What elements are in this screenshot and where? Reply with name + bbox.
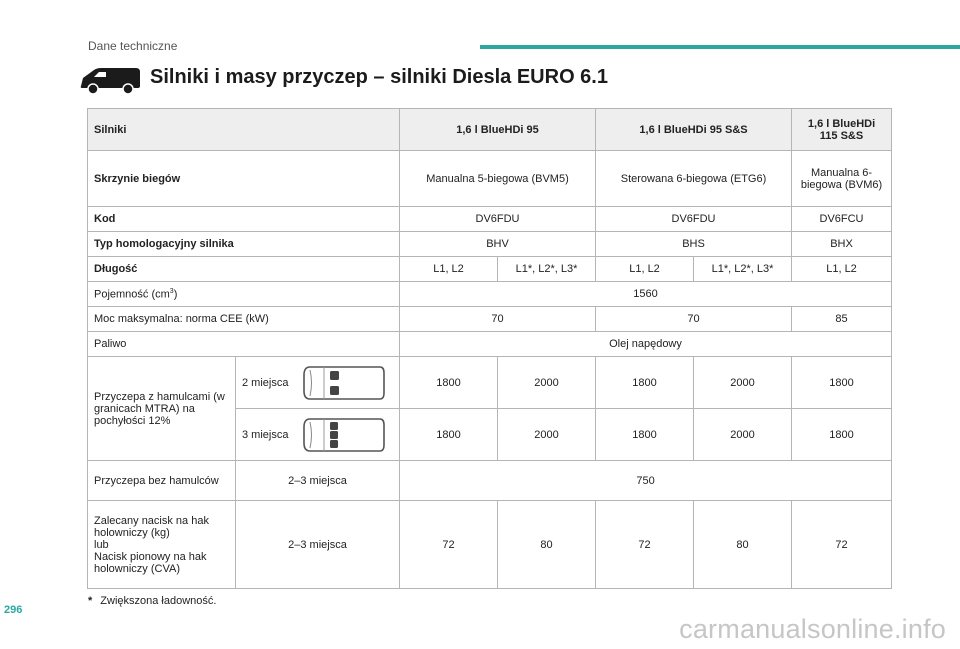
power-value-2: 70	[596, 307, 792, 332]
braked-trailer-row-2-seats	[88, 357, 892, 409]
homologation-label: Typ homologacyjny silnika	[88, 232, 400, 257]
section-label: Dane techniczne	[88, 39, 178, 53]
footnote-text: Zwiększona ładowność.	[100, 595, 217, 607]
towbar-load-label-line-3: lub	[94, 538, 109, 551]
towbar-load-value-3: 72	[596, 501, 694, 589]
page-number: 296	[4, 604, 23, 616]
braked-3-seats-value-4: 2000	[694, 409, 792, 461]
gearbox-bvm5: Manualna 5-biegowa (BVM5)	[400, 151, 596, 207]
van-top-3-seats-icon	[300, 413, 388, 457]
length-value-3: L1, L2	[596, 257, 694, 282]
unbraked-trailer-value: 750	[400, 461, 892, 501]
capacity-value: 1560	[400, 282, 892, 307]
towbar-load-value-4: 80	[694, 501, 792, 589]
towbar-load-label-line-1: Zalecany nacisk na hak	[94, 514, 209, 527]
fuel-value: Olej napędowy	[400, 332, 892, 357]
code-row	[88, 207, 892, 232]
length-label: Długość	[88, 257, 400, 282]
length-value-1: L1, L2	[400, 257, 498, 282]
braked-3-seats-value-1: 1800	[400, 409, 498, 461]
van-top-2-seats-icon	[300, 361, 388, 405]
braked-2-seats-value-3: 1800	[596, 357, 694, 409]
braked-2-seats-value-1: 1800	[400, 357, 498, 409]
homologation-value-1: BHV	[400, 232, 596, 257]
towbar-load-label	[88, 501, 236, 589]
power-label: Moc maksymalna: norma CEE (kW)	[88, 307, 400, 332]
capacity-row	[88, 282, 892, 307]
braked-3-seats-value-2: 2000	[498, 409, 596, 461]
seats-3-cell	[236, 409, 400, 461]
engine-spec-table	[87, 108, 892, 589]
towbar-load-seats: 2–3 miejsca	[236, 501, 400, 589]
braked-trailer-label: Przyczepa z hamulcami (w granicach MTRA) na pochyłości 12%	[88, 357, 236, 461]
seats-3-label: 3 miejsca	[242, 428, 289, 441]
towbar-load-label-line-4: Nacisk pionowy na hak	[94, 550, 207, 563]
unbraked-trailer-row	[88, 461, 892, 501]
braked-3-seats-value-3: 1800	[596, 409, 694, 461]
gearbox-row	[88, 151, 892, 207]
seats-2-label: 2 miejsca	[242, 376, 289, 389]
braked-2-seats-value-4: 2000	[694, 357, 792, 409]
length-value-5: L1, L2	[792, 257, 892, 282]
van-icon	[78, 64, 142, 96]
power-value-1: 70	[400, 307, 596, 332]
towbar-load-value-1: 72	[400, 501, 498, 589]
towbar-load-value-2: 80	[498, 501, 596, 589]
engine-115-ss: 1,6 l BlueHDi 115 S&S	[792, 109, 892, 151]
fuel-label: Paliwo	[88, 332, 400, 357]
capacity-label	[88, 282, 400, 307]
homologation-row	[88, 232, 892, 257]
gearbox-bvm6: Manualna 6-biegowa (BVM6)	[792, 151, 892, 207]
homologation-value-2: BHS	[596, 232, 792, 257]
length-row	[88, 257, 892, 282]
braked-2-seats-value-5: 1800	[792, 357, 892, 409]
unbraked-trailer-label: Przyczepa bez hamulców	[88, 461, 236, 501]
engine-95-ss: 1,6 l BlueHDi 95 S&S	[596, 109, 792, 151]
code-label: Kod	[88, 207, 400, 232]
engines-label: Silniki	[88, 109, 400, 151]
power-value-3: 85	[792, 307, 892, 332]
seats-2-cell	[236, 357, 400, 409]
towbar-load-label-line-2: holowniczy (kg)	[94, 526, 170, 539]
page-title: Silniki i masy przyczep – silniki Diesla EURO 6.1	[150, 66, 608, 88]
capacity-label-text: Pojemność (cm	[94, 288, 170, 301]
length-value-4: L1*, L2*, L3*	[694, 257, 792, 282]
towbar-load-row	[88, 501, 892, 589]
fuel-row	[88, 332, 892, 357]
accent-bar	[480, 45, 960, 49]
homologation-value-3: BHX	[792, 232, 892, 257]
engine-95: 1,6 l BlueHDi 95	[400, 109, 596, 151]
length-value-2: L1*, L2*, L3*	[498, 257, 596, 282]
towbar-load-label-line-5: holowniczy (CVA)	[94, 562, 180, 575]
footnote	[88, 595, 216, 607]
power-row	[88, 307, 892, 332]
footnote-marker: *	[88, 595, 93, 607]
capacity-label-suffix: )	[173, 288, 178, 301]
unbraked-trailer-seats: 2–3 miejsca	[236, 461, 400, 501]
braked-2-seats-value-2: 2000	[498, 357, 596, 409]
towbar-load-value-5: 72	[792, 501, 892, 589]
gearbox-label: Skrzynie biegów	[88, 151, 400, 207]
braked-3-seats-value-5: 1800	[792, 409, 892, 461]
code-value-1: DV6FDU	[400, 207, 596, 232]
engines-row	[88, 109, 892, 151]
watermark[interactable]: carmanualsonline.info	[679, 614, 946, 644]
code-value-2: DV6FDU	[596, 207, 792, 232]
code-value-3: DV6FCU	[792, 207, 892, 232]
gearbox-etg6: Sterowana 6-biegowa (ETG6)	[596, 151, 792, 207]
capacity-label-sup: 3	[169, 287, 174, 295]
